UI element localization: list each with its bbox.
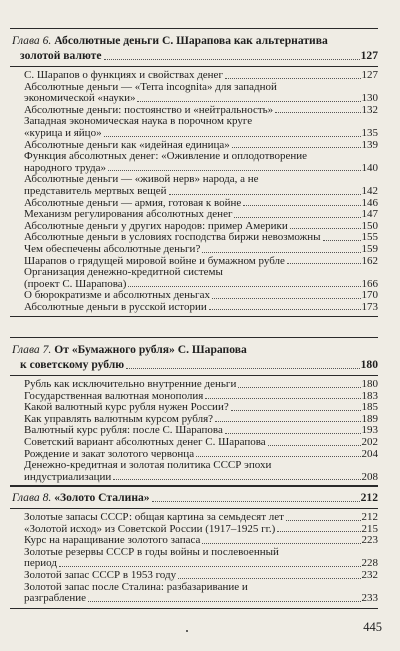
- toc-entry[interactable]: [24, 174, 378, 197]
- dot-leader: [126, 368, 359, 369]
- dot-leader: [59, 566, 361, 567]
- entry-title: «курица и яйцо»: [24, 126, 102, 139]
- entry-page-number: 147: [361, 208, 378, 221]
- entry-title: Как управлять валютным курсом рубля?: [24, 412, 214, 425]
- entry-page-number: 135: [361, 126, 378, 139]
- entry-title: Механизм регулирования абсолютных денег: [24, 208, 233, 221]
- dot-leader: [232, 147, 361, 148]
- toc-entry[interactable]: [24, 547, 378, 570]
- entry-title: Абсолютные деньги в условиях господства биржи невозможны: [24, 231, 321, 244]
- dot-leader: [202, 252, 360, 253]
- chapter-label: Глава 8.: [12, 491, 52, 504]
- print-speck: [186, 630, 188, 632]
- entry-title: разграбление: [24, 592, 86, 605]
- dot-leader: [152, 501, 360, 502]
- entry-title: Абсолютные деньги как «идейная единица»: [24, 138, 230, 151]
- entry-title: Функция абсолютных денег: «Оживление и оплодотворение: [24, 150, 308, 163]
- dot-leader: [231, 410, 361, 411]
- entry-page-number: 212: [361, 511, 378, 523]
- entry-title: С. Шарапов о функциях и свойствах денег: [24, 69, 223, 81]
- chapter-heading[interactable]: [10, 29, 378, 66]
- dot-leader: [286, 520, 361, 521]
- entry-title: Абсолютные деньги в русской истории: [24, 300, 207, 313]
- entry-page-number: 189: [361, 412, 378, 425]
- chapter-page-number: 180: [360, 358, 378, 371]
- chapter-title: «Золото Сталина»: [54, 491, 150, 504]
- toc-entry[interactable]: [24, 437, 378, 449]
- dot-leader: [104, 136, 361, 137]
- entry-page-number: 185: [361, 401, 378, 414]
- entry-title: Советский вариант абсолютных денег С. Шарапова: [24, 435, 266, 448]
- dot-leader: [137, 101, 360, 102]
- toc-entry[interactable]: [24, 82, 378, 105]
- entry-page-number: 232: [361, 568, 378, 581]
- dot-leader: [178, 578, 360, 579]
- chapter-title: Абсолютные деньги С. Шарапова как альтернатива: [54, 34, 328, 47]
- entry-title: Организация денежно-кредитной системы: [24, 266, 223, 279]
- entry-title: Государственная валютная монополия: [24, 389, 204, 402]
- entry-title: Золотые запасы СССР: общая картина за семьдесят лет: [24, 511, 284, 523]
- page-number: 445: [363, 620, 382, 634]
- entry-page-number: 183: [361, 389, 378, 402]
- chapter-block: [10, 485, 378, 609]
- chapter-heading[interactable]: [10, 486, 378, 508]
- entry-page-number: 233: [361, 592, 378, 605]
- entry-page-number: 155: [361, 231, 378, 244]
- toc-entry[interactable]: [24, 302, 378, 314]
- chapter-title: золотой валюте: [20, 49, 102, 62]
- entry-title: Чем обеспечены абсолютные деньги?: [24, 242, 201, 255]
- entry-title: Абсолютные деньги — армия, готовая к войне: [24, 196, 242, 209]
- divider: [10, 316, 378, 317]
- entry-page-number: 127: [361, 69, 378, 81]
- entry-title: «Золотой исход» из Советской России (1917–1925 гг.): [24, 522, 276, 535]
- chapter-block: [10, 28, 378, 317]
- entry-page-number: 150: [361, 219, 378, 232]
- entry-page-number: 140: [361, 161, 378, 174]
- chapter-heading[interactable]: [10, 338, 378, 375]
- toc-entry[interactable]: [24, 244, 378, 256]
- entry-page-number: 159: [361, 242, 378, 255]
- toc-entry[interactable]: [24, 379, 378, 391]
- toc-entry[interactable]: [24, 582, 378, 605]
- entry-title: Абсолютные деньги: постоянство и «нейтральность»: [24, 103, 274, 116]
- entry-title: период: [24, 557, 57, 570]
- entry-title: Денежно-кредитная и золотая политика СССР эпохи: [24, 459, 272, 472]
- dot-leader: [238, 387, 360, 388]
- chapter-page-number: 212: [360, 491, 378, 504]
- entry-page-number: 162: [361, 254, 378, 267]
- toc-entry[interactable]: [24, 460, 378, 483]
- entry-title: экономической «науки»: [24, 92, 136, 105]
- dot-leader: [88, 601, 361, 602]
- toc-entry[interactable]: [24, 267, 378, 290]
- chapter-title: От «Бумажного рубля» С. Шарапова: [54, 343, 247, 356]
- entry-page-number: 173: [361, 300, 378, 313]
- entry-title: Валютный курс рубля: после С. Шарапова: [24, 424, 223, 437]
- dot-leader: [104, 59, 360, 60]
- entry-page-number: 142: [361, 184, 378, 197]
- chapter-block: [10, 337, 378, 487]
- entry-page-number: 166: [361, 277, 378, 290]
- toc-entry[interactable]: [24, 151, 378, 174]
- entry-page-number: 139: [361, 138, 378, 151]
- section-list: [10, 376, 378, 486]
- entry-title: Курс на наращивание золотого запаса: [24, 534, 201, 547]
- dot-leader: [243, 205, 360, 206]
- entry-page-number: 146: [361, 196, 378, 209]
- dot-leader: [113, 479, 360, 480]
- dot-leader: [202, 543, 360, 544]
- entry-title: представитель мертвых вещей: [24, 184, 167, 197]
- dot-leader: [277, 531, 360, 532]
- chapter-page-number: 127: [360, 49, 378, 62]
- entry-page-number: 228: [361, 557, 378, 570]
- entry-page-number: 208: [361, 470, 378, 483]
- dot-leader: [128, 286, 360, 287]
- dot-leader: [209, 309, 361, 310]
- entry-title: Абсолютные деньги у других народов: пример Америки: [24, 219, 288, 232]
- divider: [10, 608, 378, 609]
- entry-title: Западная экономическая наука в порочном круге: [24, 115, 253, 128]
- entry-title: Золотой запас СССР в 1953 году: [24, 568, 177, 581]
- dot-leader: [212, 298, 361, 299]
- dot-leader: [287, 263, 361, 264]
- section-list: [10, 509, 378, 608]
- entry-title: Рождение и закат золотого червонца: [24, 447, 195, 460]
- dot-leader: [234, 217, 360, 218]
- entry-title: Абсолютные деньги — «живой нерв» народа, а не: [24, 173, 259, 186]
- entry-title: Рубль как исключительно внутренние деньги: [24, 378, 237, 390]
- entry-page-number: 215: [361, 522, 378, 535]
- entry-title: Абсолютные деньги — «Terra incognita» для западной: [24, 80, 277, 93]
- dot-leader: [215, 421, 360, 422]
- entry-page-number: 193: [361, 424, 378, 437]
- section-list: [10, 67, 378, 316]
- entry-title: Шарапов о грядущей мировой войне и бумажном рубле: [24, 254, 285, 267]
- dot-leader: [205, 398, 360, 399]
- entry-title: (проект С. Шарапова): [24, 277, 127, 290]
- dot-leader: [108, 170, 360, 171]
- dot-leader: [196, 456, 360, 457]
- entry-title: О бюрократизме и абсолютных деньгах: [24, 289, 210, 302]
- toc-entry[interactable]: [24, 116, 378, 139]
- entry-title: Золотые резервы СССР в годы войны и послевоенный: [24, 545, 279, 558]
- chapter-title: к советскому рублю: [20, 358, 125, 371]
- chapter-label: Глава 6.: [12, 34, 52, 47]
- entry-title: народного труда»: [24, 161, 107, 174]
- dot-leader: [169, 194, 361, 195]
- dot-leader: [225, 433, 361, 434]
- toc-entry[interactable]: [24, 209, 378, 221]
- entry-title: Какой валютный курс рубля нужен России?: [24, 401, 229, 414]
- toc-entry[interactable]: [24, 512, 378, 524]
- entry-page-number: 202: [361, 435, 378, 448]
- dot-leader: [225, 78, 361, 79]
- chapter-label: Глава 7.: [12, 343, 52, 356]
- entry-page-number: 132: [361, 103, 378, 116]
- entry-title: Золотой запас после Сталина: разбазаривание и: [24, 580, 248, 593]
- entry-page-number: 223: [361, 534, 378, 547]
- dot-leader: [268, 445, 361, 446]
- dot-leader: [290, 228, 361, 229]
- dot-leader: [323, 240, 361, 241]
- entry-page-number: 204: [361, 447, 378, 460]
- entry-page-number: 170: [361, 289, 378, 302]
- entry-page-number: 130: [361, 92, 378, 105]
- entry-title: индустриализации: [24, 470, 112, 483]
- entry-page-number: 180: [361, 378, 378, 390]
- dot-leader: [275, 112, 360, 113]
